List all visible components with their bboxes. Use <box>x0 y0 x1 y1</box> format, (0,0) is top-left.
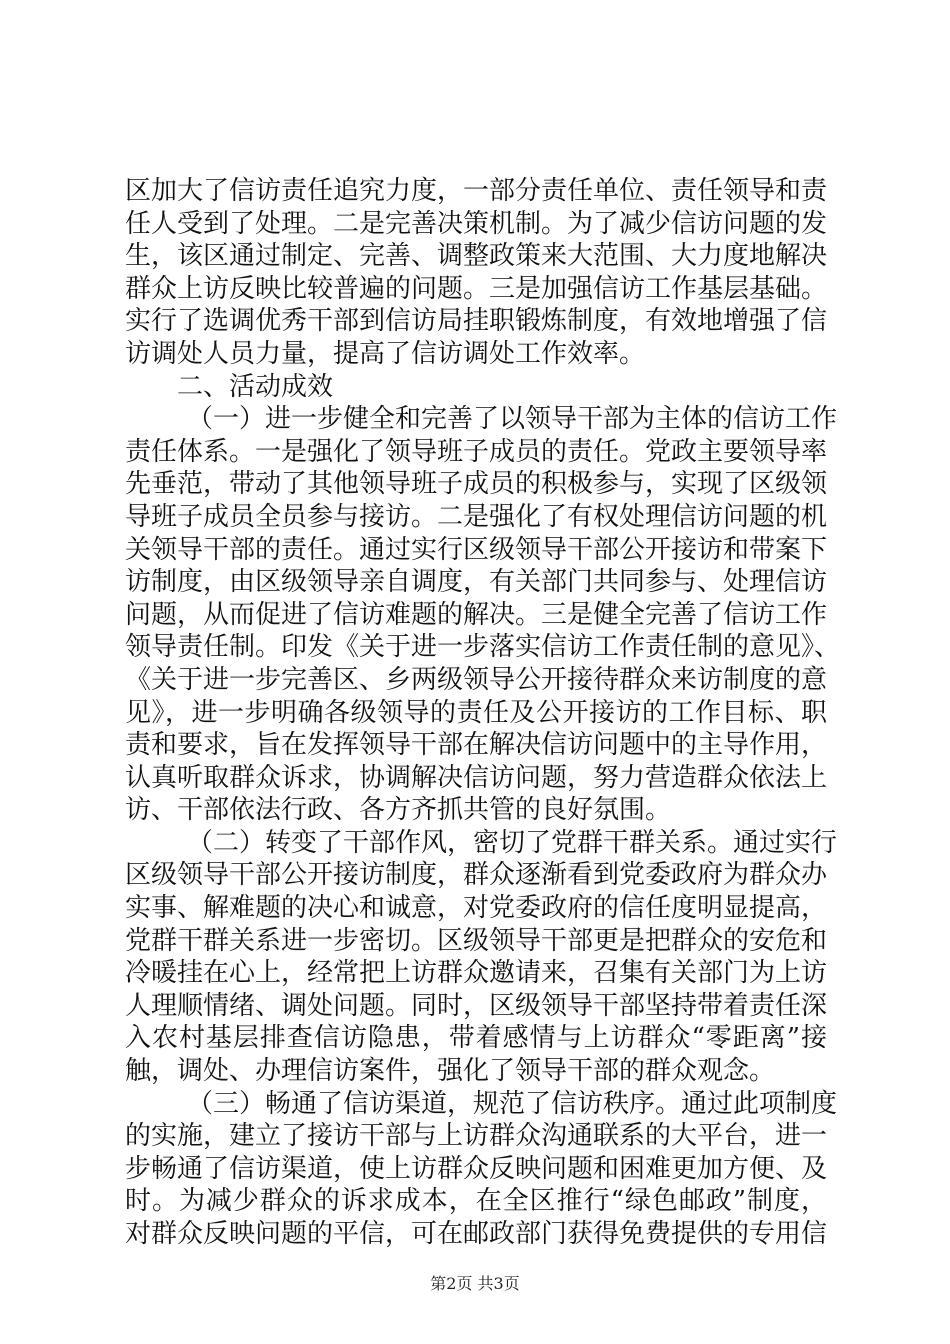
text-line: 时。为减少群众的诉求成本，在全区推行“绿色邮政”制度， <box>125 1186 827 1217</box>
text-line: （一）进一步健全和完善了以领导干部为主体的信访工作 <box>187 404 838 435</box>
text-line: 生，该区通过制定、完善、调整政策来大范围、大力度地解决 <box>125 241 828 272</box>
text-line: 步畅通了信访渠道，使上访群众反映问题和困难更加方便、及 <box>125 1153 828 1184</box>
text-line: 的实施，建立了接访干部与上访群众沟通联系的大平台，进一 <box>125 1121 828 1152</box>
paragraph-1 <box>125 175 827 371</box>
text-line: 区级领导干部公开接访制度，群众逐渐看到党委政府为群众办 <box>125 860 828 891</box>
section-heading-text: 二、活动成效 <box>177 371 334 402</box>
text-line: 入农村基层排查信访隐患，带着感情与上访群众“零距离”接 <box>125 1023 827 1054</box>
paragraph-4 <box>125 1088 838 1251</box>
text-line: 人理顺情绪、调处问题。同时，区级领导干部坚持带着责任深 <box>125 990 828 1021</box>
text-line: 任人受到了处理。二是完善决策机制。为了减少信访问题的发 <box>125 208 828 239</box>
paragraph-3 <box>125 827 838 1088</box>
page-number-label: 第2页 共3页 <box>430 1274 520 1293</box>
text-line: 对群众反映问题的平信，可在邮政部门获得免费提供的专用信 <box>125 1219 828 1249</box>
text-line: 《关于进一步完善区、乡两级领导公开接待群众来访制度的意 <box>125 664 828 695</box>
text-line: 责和要求，旨在发挥领导干部在解决信访问题中的主导作用， <box>125 730 828 761</box>
text-line: （二）转变了干部作风，密切了党群干群关系。通过实行 <box>187 827 838 858</box>
text-line: 责任体系。一是强化了领导班子成员的责任。党政主要领导率 <box>125 436 828 467</box>
text-line: 先垂范，带动了其他领导班子成员的积极参与，实现了区级领 <box>125 469 828 500</box>
text-line: 领导责任制。印发《关于进一步落实信访工作责任制的意见》、 <box>125 632 841 663</box>
text-line: 实事、解难题的决心和诚意，对党委政府的信任度明显提高， <box>125 893 828 924</box>
text-line: （三）畅通了信访渠道，规范了信访秩序。通过此项制度 <box>187 1088 838 1119</box>
text-line: 实行了选调优秀干部到信访局挂职锻炼制度，有效地增强了信 <box>125 306 828 337</box>
text-line: 导班子成员全员参与接访。二是强化了有权处理信访问题的机 <box>125 501 828 532</box>
text-line: 关领导干部的责任。通过实行区级领导干部公开接访和带案下 <box>125 534 828 565</box>
text-line: 群众上访反映比较普遍的问题。三是加强信访工作基层基础。 <box>125 273 828 304</box>
page-footer <box>0 1271 950 1294</box>
text-line: 问题，从而促进了信访难题的解决。三是健全完善了信访工作 <box>125 599 828 630</box>
text-line: 访、干部依法行政、各方齐抓共管的良好氛围。 <box>125 795 672 826</box>
body-text <box>125 175 841 1251</box>
paragraph-2 <box>125 403 841 827</box>
text-line: 冷暖挂在心上，经常把上访群众邀请来，召集有关部门为上访 <box>125 958 828 989</box>
text-line: 党群干群关系进一步密切。区级领导干部更是把群众的安危和 <box>125 925 828 956</box>
text-line: 认真听取群众诉求，协调解决信访问题，努力营造群众依法上 <box>125 762 828 793</box>
text-line: 访制度，由区级领导亲自调度，有关部门共同参与、处理信访 <box>125 567 828 598</box>
section-heading <box>125 371 827 404</box>
text-line: 区加大了信访责任追究力度，一部分责任单位、责任领导和责 <box>125 176 828 206</box>
text-line: 见》，进一步明确各级领导的责任及公开接访的工作目标、职 <box>125 697 827 728</box>
text-line: 触，调处、办理信访案件，强化了领导干部的群众观念。 <box>125 1056 776 1087</box>
text-line: 访调处人员力量，提高了信访调处工作效率。 <box>125 338 646 369</box>
